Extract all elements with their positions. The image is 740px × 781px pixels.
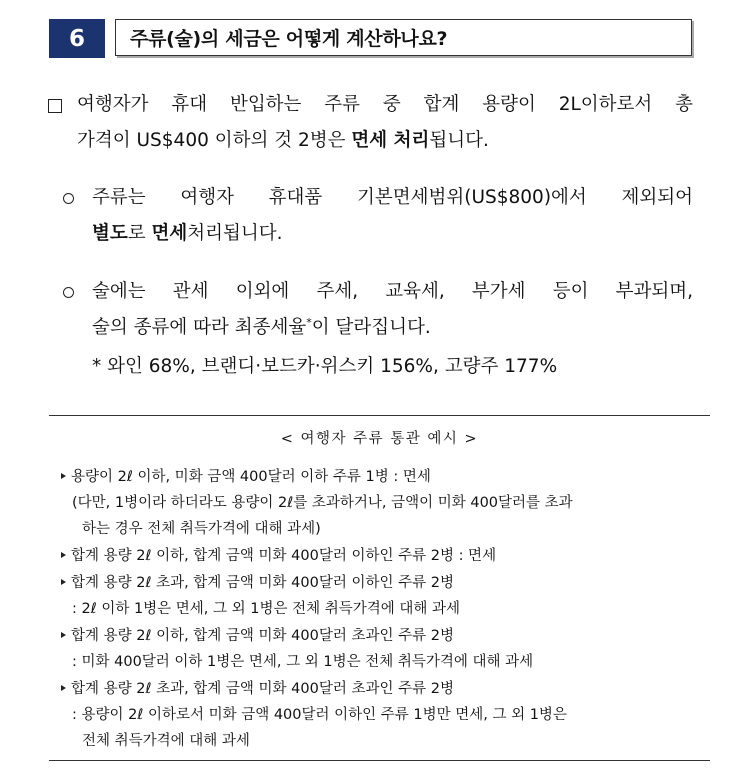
para1-line2-bold: 면세 처리 xyxy=(351,130,430,151)
para2-line2-mid: 로 xyxy=(127,223,152,244)
triangle-bullet-icon xyxy=(61,473,66,479)
example-text: 합계 용량 2ℓ 이하, 합계 금액 미화 400달러 이하인 주류 2병 : 면세 xyxy=(71,548,497,564)
example-item xyxy=(61,465,431,486)
triangle-bullet-icon xyxy=(61,632,66,638)
para3-line1: 술에는 관세 이외에 주세, 교육세, 부가세 등이 부과되며, xyxy=(92,281,693,302)
example-text: 합계 용량 2ℓ 이하, 합계 금액 미화 400달러 초과인 주류 2병 xyxy=(71,628,454,644)
example-sub: : 2ℓ 이하 1병은 면세, 그 외 1병은 전체 취득가격에 대해 과세 xyxy=(72,601,461,617)
para3-line2-end: 이 달라집니다. xyxy=(311,317,431,338)
para1-line1: 여행자가 휴대 반입하는 주류 중 합계 용량이 2L이하로서 총 xyxy=(77,94,693,115)
para2-line1: 주류는 여행자 휴대품 기본면세범위(US$800)에서 제외되어 xyxy=(92,187,693,208)
examples-top-rule xyxy=(49,415,710,416)
examples-bottom-rule xyxy=(49,760,710,761)
example-sub: 전체 취득가격에 대해 과세 xyxy=(82,733,250,749)
example-sub: : 미화 400달러 이하 1병은 면세, 그 외 1병은 전체 취득가격에 대해 과세 xyxy=(72,654,534,670)
para1-line2 xyxy=(77,126,489,152)
example-text: 용량이 2ℓ 이하, 미화 금액 400달러 이하 주류 1병 : 면세 xyxy=(71,469,431,485)
para2-bold-separate: 별도 xyxy=(92,223,128,244)
para1-line2-text: 가격이 US$400 이하의 것 2병은 xyxy=(77,130,352,151)
tax-rate-note: * 와인 68%, 브랜디·보드카·위스키 156%, 고량주 177% xyxy=(92,356,558,377)
circle-bullet-icon xyxy=(63,193,74,204)
example-sub: : 용량이 2ℓ 이하로서 미화 금액 400달러 이하인 주류 1병만 면세, 그 외 1병은 xyxy=(72,707,567,723)
triangle-bullet-icon xyxy=(61,552,66,558)
example-item xyxy=(61,544,496,565)
section-number: 6 xyxy=(49,19,105,58)
section-title: 주류(술)의 세금은 어떻게 계산하나요? xyxy=(115,19,692,56)
square-bullet-icon xyxy=(48,99,62,113)
example-item xyxy=(61,624,454,645)
para1-line2-end: 됩니다. xyxy=(429,130,489,151)
example-sub: (다만, 1병이라 하더라도 용량이 2ℓ를 초과하거나, 금액이 미화 400달러를 초과 xyxy=(72,495,573,511)
example-text: 합계 용량 2ℓ 초과, 합계 금액 미화 400달러 초과인 주류 2병 xyxy=(71,681,454,697)
circle-bullet-icon xyxy=(63,287,74,298)
example-item xyxy=(61,571,454,592)
para3-line2 xyxy=(92,313,431,339)
examples-title: < 여행자 주류 통관 예시 > xyxy=(280,431,479,447)
para2-bold-dutyfree: 면세 xyxy=(151,223,188,244)
example-item xyxy=(61,677,454,698)
para3-line2-text: 술의 종류에 따라 최종세율 xyxy=(92,317,307,338)
para2-line2 xyxy=(92,219,283,245)
triangle-bullet-icon xyxy=(61,579,66,585)
para2-line2-end: 처리됩니다. xyxy=(187,223,283,244)
section-header xyxy=(49,19,693,58)
example-text: 합계 용량 2ℓ 초과, 합계 금액 미화 400달러 이하인 주류 2병 xyxy=(71,575,454,591)
footnote-asterisk: * xyxy=(306,315,312,329)
triangle-bullet-icon xyxy=(61,685,66,691)
example-sub: 하는 경우 전체 취득가격에 대해 과세) xyxy=(82,521,321,537)
